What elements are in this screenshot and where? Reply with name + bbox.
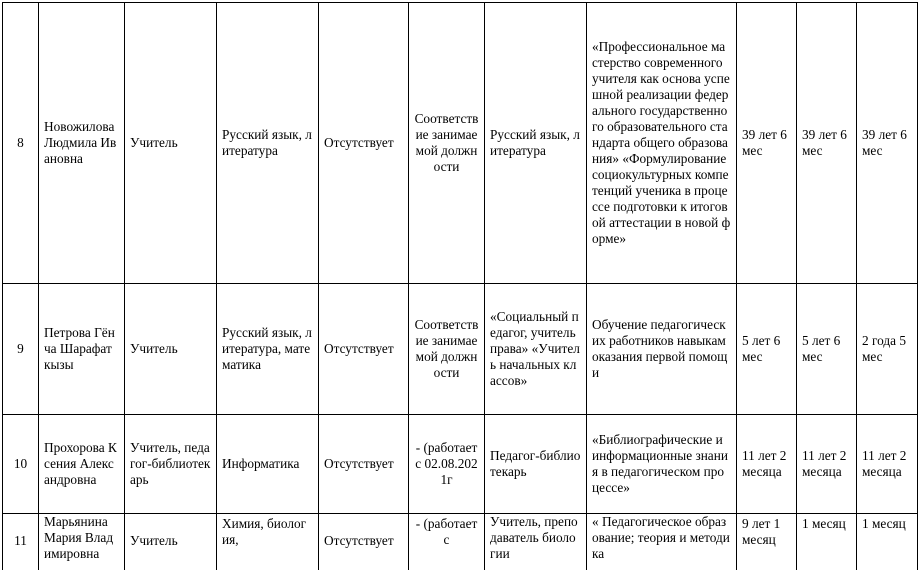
specialty: Педагог-библиотекарь xyxy=(485,415,587,514)
training-courses: Обучение педагогических работников навыкам оказания первой помощи xyxy=(587,284,737,415)
row-number: 11 xyxy=(3,514,39,570)
academic-degree: Отсутствует xyxy=(319,514,409,570)
teacher-position: Учитель xyxy=(125,514,217,570)
specialty-experience: 2 года 5 мес xyxy=(857,284,918,415)
row-number: 9 xyxy=(3,284,39,415)
teacher-name: Новожилова Людмила Ивановна xyxy=(39,3,125,284)
teacher-position: Учитель xyxy=(125,284,217,415)
qualification-category: - (работает с 02.08.2021г xyxy=(409,415,485,514)
total-experience: 5 лет 6 мес xyxy=(737,284,797,415)
qualification-category: Соответствие занимаемой должности xyxy=(409,3,485,284)
table-row xyxy=(3,415,918,514)
academic-degree: Отсутствует xyxy=(319,284,409,415)
row-number: 8 xyxy=(3,3,39,284)
specialty: Русский язык, литература xyxy=(485,3,587,284)
academic-degree: Отсутствует xyxy=(319,415,409,514)
total-experience: 39 лет 6 мес xyxy=(737,3,797,284)
teacher-subjects: Химия, биология, xyxy=(217,514,319,570)
pedagogical-experience: 5 лет 6 мес xyxy=(797,284,857,415)
qualification-category: - (работает с xyxy=(409,514,485,570)
academic-degree: Отсутствует xyxy=(319,3,409,284)
training-courses: «Профессиональное мастерство современного учителя как основа успешной реализации федерального государственного образовательного стандарта общего образования» «Формулирование социокультурных компетенций ученика в процессе подготовки к итоговой аттестации в новой форме» xyxy=(587,3,737,284)
specialty-experience: 11 лет 2 месяца xyxy=(857,415,918,514)
specialty: «Социальный педагог, учитель права» «Учитель начальных классов» xyxy=(485,284,587,415)
table-row xyxy=(3,3,918,284)
teacher-subjects: Русский язык, литература, математика xyxy=(217,284,319,415)
staff-table xyxy=(2,2,918,570)
training-courses: «Библиографические и информационные знания в педагогическом процессе» xyxy=(587,415,737,514)
qualification-category: Соответствие занимаемой должности xyxy=(409,284,485,415)
row-number: 10 xyxy=(3,415,39,514)
teacher-name: Марьянина Мария Владимировна xyxy=(39,514,125,570)
table-row xyxy=(3,284,918,415)
teacher-subjects: Русский язык, литература xyxy=(217,3,319,284)
pedagogical-experience: 11 лет 2 месяца xyxy=(797,415,857,514)
specialty: Учитель, преподаватель биологии xyxy=(485,514,587,570)
teacher-position: Учитель xyxy=(125,3,217,284)
pedagogical-experience: 39 лет 6 мес xyxy=(797,3,857,284)
table-row xyxy=(3,514,918,570)
total-experience: 9 лет 1 месяц xyxy=(737,514,797,570)
teacher-name: Петрова Гёнча Шарафат кызы xyxy=(39,284,125,415)
specialty-experience: 1 месяц xyxy=(857,514,918,570)
training-courses: « Педагогическое образование; теория и методика xyxy=(587,514,737,570)
specialty-experience: 39 лет 6 мес xyxy=(857,3,918,284)
teacher-subjects: Информатика xyxy=(217,415,319,514)
teacher-position: Учитель, педагог-библиотекарь xyxy=(125,415,217,514)
teacher-name: Прохорова Ксения Александровна xyxy=(39,415,125,514)
total-experience: 11 лет 2 месяца xyxy=(737,415,797,514)
pedagogical-experience: 1 месяц xyxy=(797,514,857,570)
